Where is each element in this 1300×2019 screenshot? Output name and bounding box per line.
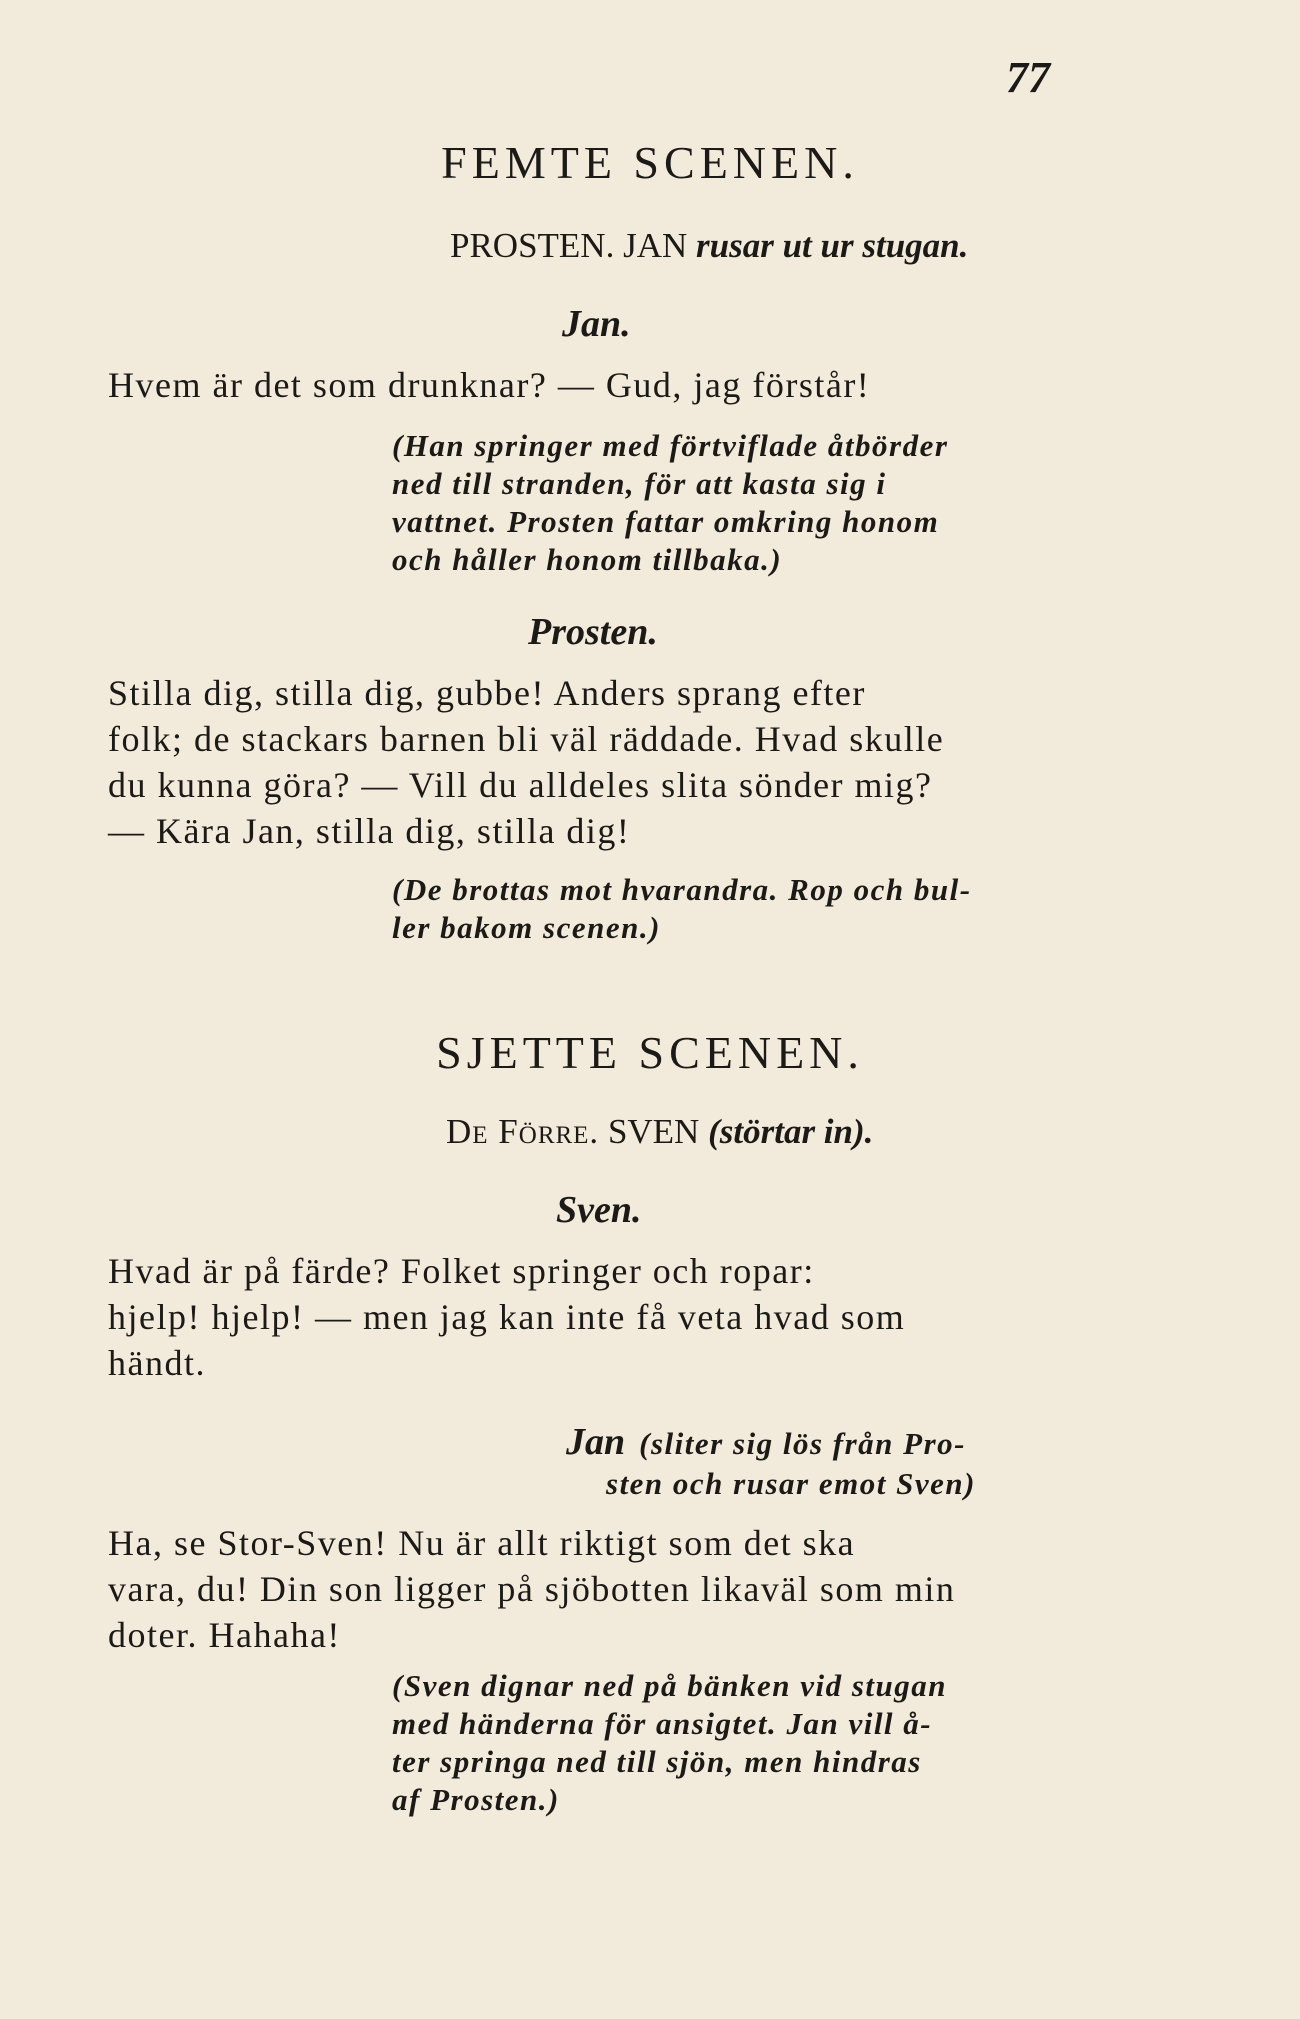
cast-prefix: De Förre. [446, 1112, 600, 1151]
speech-line: händt. [108, 1343, 206, 1383]
cast-action: (störtar in). [708, 1112, 874, 1151]
speech-line: — Kära Jan, stilla dig, stilla dig! [108, 811, 631, 851]
speaker-with-direction [566, 1420, 966, 1464]
speech-line: Stilla dig, stilla dig, gubbe! Anders sprang efter [108, 673, 866, 713]
speech-line: folk; de stackars barnen bli väl räddade. Hvad skulle [108, 719, 945, 759]
stage-direction-line: vattnet. Prosten fattar omkring honom [392, 504, 940, 539]
speech-line: du kunna göra? — Vill du alldeles slita sönder mig? [108, 765, 933, 805]
stage-direction-line: ned till stranden, för att kasta sig i [392, 466, 887, 501]
speech-line: Hvem är det som drunknar? — Gud, jag förstår! [108, 365, 871, 405]
stage-direction-line: (sliter sig lös från Pro- [639, 1426, 966, 1461]
speaker-name: Prosten. [528, 611, 658, 653]
stage-direction-line: (Han springer med förtviflade åtbörder [392, 428, 949, 463]
page-number: 77 [1006, 53, 1050, 102]
speech-line: vara, du! Din son ligger på sjöbotten likaväl som min [108, 1569, 956, 1609]
stage-direction-line: sten och rusar emot Sven) [606, 1466, 976, 1501]
scene-heading: FEMTE SCENEN. [441, 137, 859, 188]
speaker-name: Sven. [556, 1189, 642, 1231]
speaker-name: Jan [566, 1421, 626, 1463]
cast-action: rusar ut ur stugan. [696, 226, 969, 265]
stage-direction-line: (De brottas mot hvarandra. Rop och bul- [392, 872, 972, 907]
stage-direction-line: ter springa ned till sjön, men hindras [392, 1744, 922, 1779]
speech-line: Hvad är på färde? Folket springer och ropar: [108, 1251, 815, 1291]
stage-direction-line: af Prosten.) [392, 1782, 560, 1817]
speaker-name: Jan. [562, 303, 631, 345]
speech-line: hjelp! hjelp! — men jag kan inte få veta hvad som [108, 1297, 906, 1337]
cast-names: SVEN [607, 1112, 700, 1151]
cast-list [450, 226, 968, 266]
speech-line: doter. Hahaha! [108, 1615, 341, 1655]
stage-direction-line: (Sven dignar ned på bänken vid stugan [392, 1668, 948, 1703]
stage-direction-line: med händerna för ansigtet. Jan vill å- [392, 1706, 933, 1741]
stage-direction-line: och håller honom tillbaka.) [392, 542, 783, 577]
speech-line: Ha, se Stor-Sven! Nu är allt riktigt som det ska [108, 1523, 856, 1563]
stage-direction-line: ler bakom scenen.) [392, 910, 661, 945]
cast-list [446, 1112, 873, 1152]
scene-heading: SJETTE SCENEN. [436, 1027, 864, 1078]
cast-names: PROSTEN. JAN [450, 226, 688, 265]
